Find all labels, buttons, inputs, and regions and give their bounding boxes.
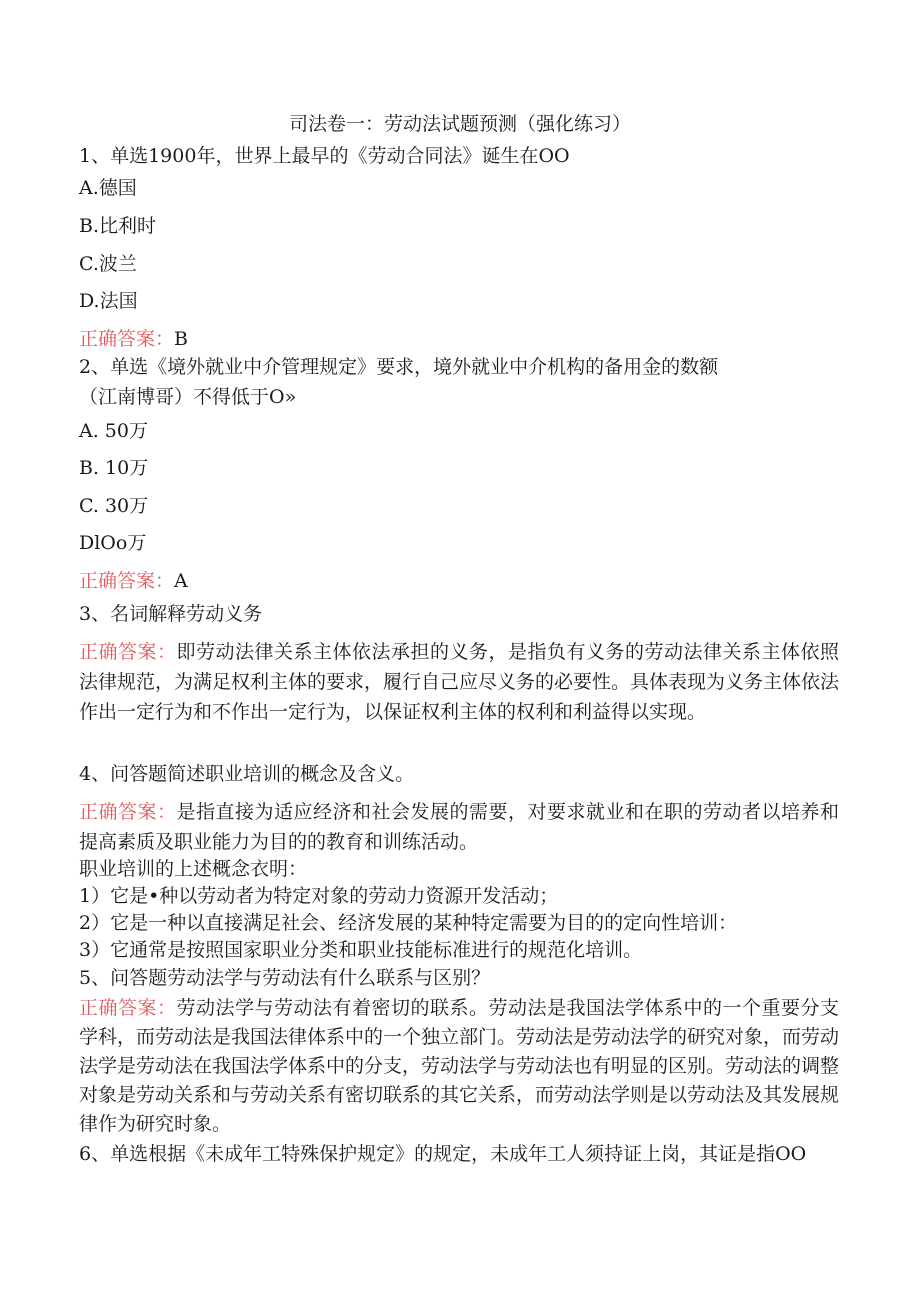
question-6-stem: 6、单选根据《未成年工特殊保护规定》的规定，未成年工人须持证上岗，其证是指OO — [79, 1143, 807, 1165]
question-2-option-c: C. 30万 — [79, 495, 149, 517]
question-2-option-d: DlOo万 — [79, 532, 147, 554]
question-1-option-d: D.法国 — [79, 290, 138, 312]
question-4-answer — [79, 797, 839, 857]
question-1-answer — [79, 327, 188, 351]
question-5-stem: 5、问答题劳动法学与劳动法有什么联系与区别？ — [79, 967, 491, 989]
question-4-extra-line-4: 3）它通常是按照国家职业分类和职业技能标准进行的规范化培训。 — [79, 939, 643, 961]
question-4-stem: 4、问答题简述职业培训的概念及含义。 — [79, 763, 415, 785]
answer-label: 正确答案： — [79, 801, 177, 823]
answer-text: 劳动法学与劳动法有着密切的联系。劳动法是我国法学体系中的一个重要分支学科，而劳动法是我国法律体系中的一个独立部门。劳动法是劳动法学的研究对象，而劳动法学是劳动法在我国法学体系中的分支，劳动法学与劳动法也有明显的区别。劳动法的调整对象是劳动关系和与劳动关系有密切联系的其它关系，而劳动法学则是以劳动法及其发展规律作为研究时象。 — [79, 997, 840, 1135]
question-4-extra-line-3: 2）它是一种以直接满足社会、经济发展的某种特定需要为目的的定向性培训： — [79, 912, 738, 934]
question-3-stem: 3、名词解释劳动义务 — [79, 603, 263, 625]
answer-label: 正确答案： — [79, 570, 175, 592]
answer-value: A — [174, 570, 188, 592]
answer-label: 正确答案： — [79, 328, 175, 350]
question-1-option-a: A.德国 — [79, 177, 137, 199]
question-1-option-b: B.比利时 — [79, 215, 157, 237]
question-5-answer — [79, 994, 839, 1139]
question-2-answer — [79, 569, 188, 593]
answer-text: 是指直接为适应经济和社会发展的需要，对要求就业和在职的劳动者以培养和提高素质及职业能力为目的的教育和训练活动。 — [79, 801, 839, 853]
question-2-option-b: B. 10万 — [79, 457, 149, 479]
question-3-answer — [79, 637, 839, 727]
question-2-option-a: A. 50万 — [79, 420, 148, 442]
page-title: 司法卷一：劳动法试题预测（强化练习） — [288, 113, 631, 135]
question-1-stem: 1、单选1900年，世界上最早的《劳动合同法》诞生在OO — [79, 145, 570, 167]
question-2-stem-line2: （江南博哥）不得低于O» — [79, 386, 297, 408]
question-4-extra-line-1: 职业培训的上述概念衣明： — [79, 858, 308, 880]
answer-label: 正确答案： — [79, 641, 177, 663]
answer-value: B — [174, 328, 188, 350]
question-2-stem-line1: 2、单选《境外就业中介管理规定》要求，境外就业中介机构的备用金的数额 — [79, 356, 719, 378]
question-1-option-c: C.波兰 — [79, 253, 137, 275]
answer-text: 即劳动法律关系主体依法承担的义务，是指负有义务的劳动法律关系主体依照法律规范，为满足权利主体的要求，履行自己应尽义务的必要性。具体表现为义务主体依法作出一定行为和不作出一定行为，以保证权利主体的权利和利益得以实现。 — [79, 641, 840, 723]
question-4-extra-line-2: 1）它是•种以劳动者为特定对象的劳动力资源开发活动； — [79, 885, 559, 907]
answer-label: 正确答案： — [79, 997, 177, 1019]
